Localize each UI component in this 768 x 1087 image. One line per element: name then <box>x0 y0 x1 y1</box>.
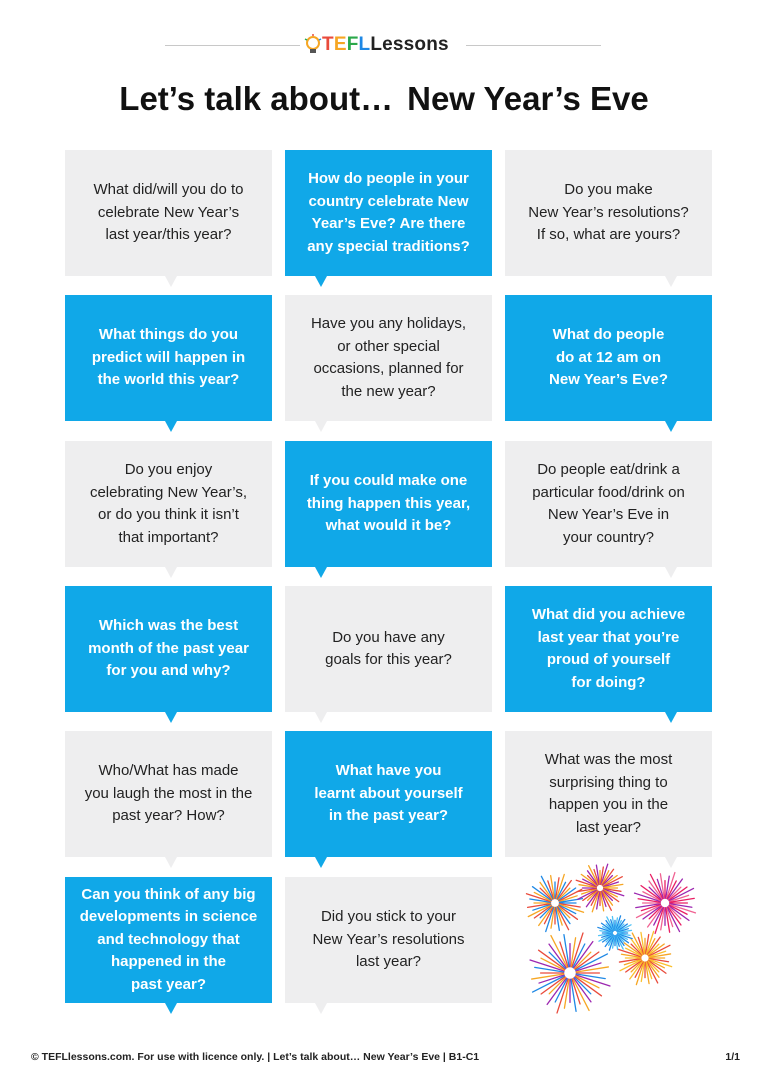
logo-word-lessons: Lessons <box>370 34 449 55</box>
question-card-14: What have you learnt about yourself in the past year? <box>285 731 492 857</box>
logo-letter-l: L <box>358 34 371 55</box>
logo-wordmark <box>322 34 449 56</box>
page-title <box>0 80 768 118</box>
question-card-3: Do you make New Year’s resolutions? If so, what are yours? <box>505 150 712 276</box>
header-divider-left <box>165 45 300 46</box>
question-card-6: What do people do at 12 am on New Year’s Eve? <box>505 295 712 421</box>
question-card-5: Have you any holidays, or other special occasions, planned for the new year? <box>285 295 492 421</box>
question-card-2: How do people in your country celebrate New Year’s Eve? Are there any special traditions? <box>285 150 492 276</box>
page-footer <box>31 1051 740 1063</box>
title-part-1: Let’s talk about… <box>119 80 394 117</box>
question-card-10: Which was the best month of the past year for you and why? <box>65 586 272 712</box>
question-card-7: Do you enjoy celebrating New Year’s, or do you think it isn’t that important? <box>65 441 272 567</box>
question-card-9: Do people eat/drink a particular food/drink on New Year’s Eve in your country? <box>505 441 712 567</box>
question-card-13: Who/What has made you laugh the most in the past year? How? <box>65 731 272 857</box>
question-card-12: What did you achieve last year that you’re proud of yourself for doing? <box>505 586 712 712</box>
question-card-1: What did/will you do to celebrate New Year’s last year/this year? <box>65 150 272 276</box>
logo-letter-e: E <box>333 34 347 55</box>
header-divider-right <box>466 45 601 46</box>
logo-letter-f: F <box>346 34 359 55</box>
footer-copyright: © TEFLlessons.com. For use with licence only. | Let’s talk about… New Year’s Eve | B1-C1 <box>31 1051 480 1063</box>
question-card-16: Can you think of any big developments in science and technology that happened in the past year? <box>65 877 272 1003</box>
fireworks-illustration <box>515 858 700 1018</box>
logo-letter-t: T <box>322 34 334 55</box>
tefl-logo <box>304 32 449 58</box>
title-part-2: New Year’s Eve <box>407 80 649 117</box>
footer-page-number: 1/1 <box>725 1051 740 1063</box>
question-card-8: If you could make one thing happen this year, what would it be? <box>285 441 492 567</box>
question-card-17: Did you stick to your New Year’s resolutions last year? <box>285 877 492 1003</box>
header-logo-row <box>0 30 768 60</box>
lightbulb-icon <box>304 34 322 56</box>
question-card-11: Do you have any goals for this year? <box>285 586 492 712</box>
question-card-15: What was the most surprising thing to happen you in the last year? <box>505 731 712 857</box>
question-card-4: What things do you predict will happen in the world this year? <box>65 295 272 421</box>
